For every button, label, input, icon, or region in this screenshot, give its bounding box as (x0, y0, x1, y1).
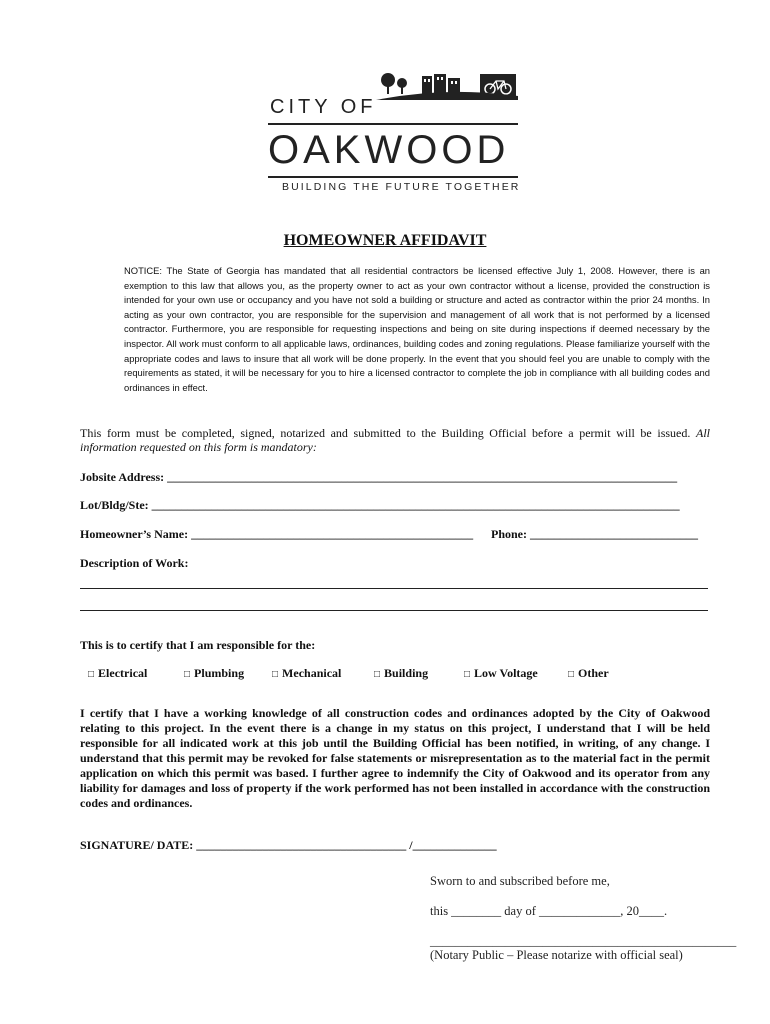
checkbox-icon[interactable]: □ (184, 669, 191, 680)
checkbox-icon[interactable]: □ (272, 669, 279, 680)
checkbox-icon[interactable]: □ (374, 669, 381, 680)
notary-sworn: Sworn to and subscribed before me, (430, 874, 610, 888)
intro-text: This form must be completed, signed, notarized and submitted to the Building Official before a permit will be issued. (80, 426, 691, 440)
option-building[interactable] (374, 666, 428, 681)
checkbox-icon[interactable]: □ (464, 669, 471, 680)
form-title: HOMEOWNER AFFIDAVIT (283, 232, 487, 249)
signature-date-field[interactable]: SIGNATURE/ DATE: ___________________________________ /______________ (80, 838, 497, 852)
logo-divider (268, 123, 518, 125)
notary-date-field[interactable]: this ________ day of _____________, 20____. (430, 904, 668, 918)
option-low-voltage[interactable] (464, 666, 538, 681)
option-label: Building (384, 666, 429, 680)
description-label: Description of Work: (80, 556, 189, 570)
lot-bldg-ste-field[interactable]: Lot/Bldg/Ste: ________________________________________________________________________________________ (80, 498, 680, 512)
skyline-icon (376, 72, 518, 100)
option-plumbing[interactable] (184, 666, 244, 681)
intro-emphasis: All information requested on this form is mandatory: (80, 426, 711, 454)
homeowner-name-field[interactable]: Homeowner’s Name: _______________________________________________ (80, 527, 474, 541)
logo-city-name: OAKWOOD (268, 128, 510, 172)
logo-tagline: BUILDING THE FUTURE TOGETHER (282, 181, 521, 193)
phone-field[interactable]: Phone: ____________________________ (491, 527, 698, 541)
option-label: Low Voltage (474, 666, 538, 680)
option-label: Plumbing (194, 666, 245, 680)
logo-divider (268, 176, 518, 178)
notary-caption: (Notary Public – Please notarize with official seal) (430, 948, 683, 962)
option-label: Other (578, 666, 609, 680)
option-other[interactable] (568, 666, 609, 681)
jobsite-address-field[interactable]: Jobsite Address: _____________________________________________________________________________________ (80, 470, 678, 484)
option-mechanical[interactable] (272, 666, 341, 681)
checkbox-icon[interactable]: □ (88, 669, 95, 680)
certification-paragraph: I certify that I have a working knowledge of all construction codes and ordinances adopted by the City of Oakwood relating to this project. In the event there is a change in my status on this project, I understand that I will be held responsible for all indicated work at this job until the Building Official has been notified, in writing, of any change. I understand that this permit may be revoked for false statements or misrepresentation as to the material fact in the permit application on which this permit was based. I further agree to indemnify the City of Oakwood and its operator from any liability for damages and loss of property if the work performed has not been installed in accordance with the construction codes and ordinances. (80, 706, 710, 810)
description-line-2[interactable] (80, 610, 708, 611)
option-label: Electrical (98, 666, 148, 680)
city-logo (268, 72, 520, 196)
option-label: Mechanical (282, 666, 342, 680)
notary-signature-line[interactable]: _________________________________________________ (430, 934, 737, 948)
intro-paragraph (80, 426, 710, 454)
certify-heading: This is to certify that I am responsible for the: (80, 638, 316, 652)
description-line-1[interactable] (80, 588, 708, 589)
checkbox-icon[interactable]: □ (568, 669, 575, 680)
logo-city-of: CITY OF (270, 96, 377, 118)
notice-paragraph: NOTICE: The State of Georgia has mandated that all residential contractors be licensed effective July 1, 2008. However, there is an exemption to this law that allows you, as the property owner to act as your own contractor without a license, provided the construction is intended for your own use or occupancy and you have not sold a building or structure and acted as contractor within the prior 24 months. In acting as your own contractor, you are responsible for the supervision and management of all work that is not performed by a licensed contractor. Furthermore, you are responsible for requesting inspections and being on site during inspections if deemed necessary by the inspector. All work must conform to all applicable laws, ordinances, building codes and zoning regulations. Please familiarize yourself with the appropriate codes and laws to insure that all work will be done properly. In the event that you should feel you are unable to comply with the requirements as stated, it will be necessary for you to hire a licensed contractor to complete the job in compliance with all building codes and ordinances in effect. (124, 265, 710, 393)
option-electrical[interactable] (88, 666, 147, 681)
